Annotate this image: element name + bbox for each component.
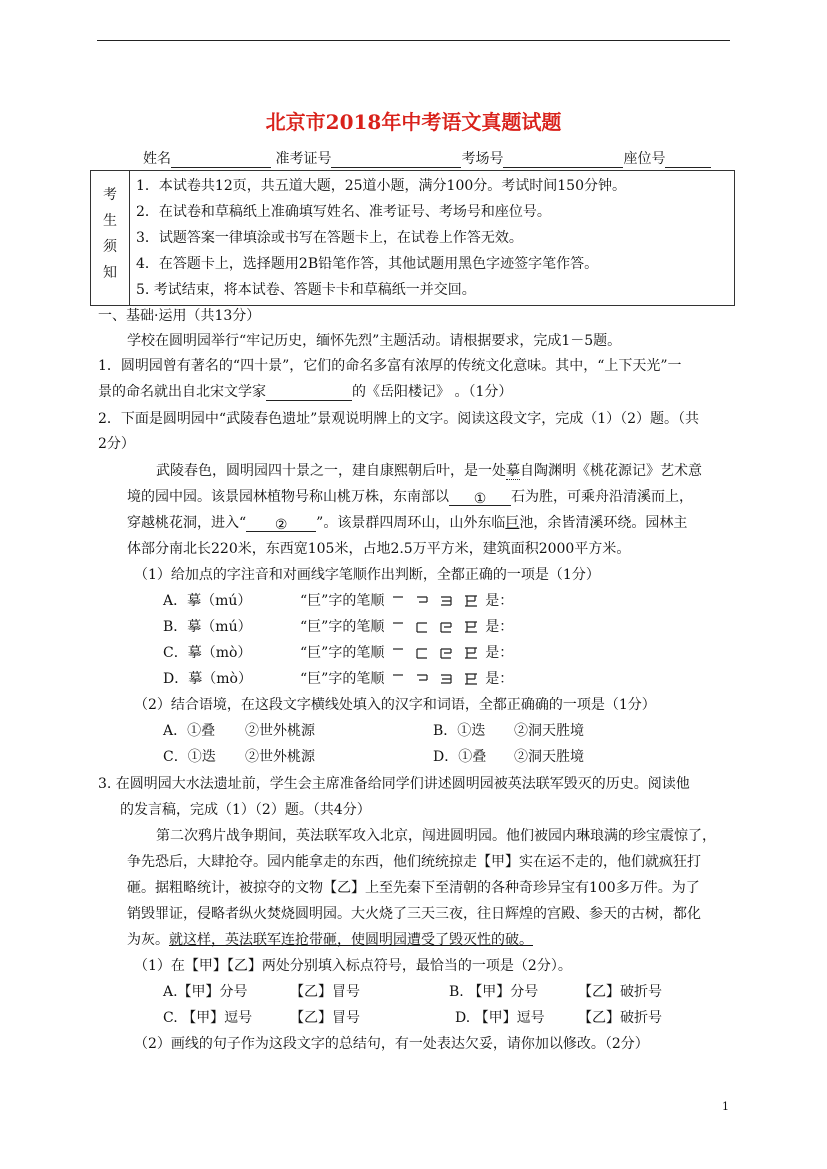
blank-1[interactable]: ① xyxy=(449,490,511,506)
option-c2-word: ②世外桃源 xyxy=(245,749,315,765)
option-c-stroke: “巨”字的笔顺 是： xyxy=(300,645,514,661)
q2-sub2: （2）结合语境，在这段文字横线处填入的汉字和词语，全都正确确的一项是（1分） xyxy=(134,697,656,713)
stroke-order-icon xyxy=(389,671,481,687)
option-c2[interactable]: C．①迭 xyxy=(163,749,216,765)
stroke-order-icon xyxy=(389,593,481,609)
q2-line2: 2分） xyxy=(98,436,135,452)
page-title: 北京市2018年中考语文真题试题 xyxy=(265,110,562,134)
q1-line1: 1．圆明园曾有著名的“四十景”，它们的命名多富有浓厚的传统文化意味。其中，“上下天光”一 xyxy=(98,358,682,374)
notice-item: 2．在试卷和草稿纸上准确填写姓名、准考证号、考场号和座位号。 xyxy=(136,204,551,220)
option-a2[interactable]: A．①叠 xyxy=(163,723,216,739)
notice-item: 3．试题答案一律填涂或书写在答题卡上，在试卷上作答无效。 xyxy=(136,230,523,246)
section-heading: 一、基础·运用（共13分） xyxy=(98,308,261,324)
name-blank[interactable] xyxy=(171,152,271,168)
q3-passage-line: 砸。据粗略统计，被掠夺的文物【乙】上至先秦下至清朝的各种奇珍异宝有100多万件。为了 xyxy=(127,880,700,896)
option-d2[interactable]: D．①叠 xyxy=(433,749,487,765)
q2-sub1: （1）给加点的字注音和对画线字笔顺作出判断，全都正确的一项是（1分） xyxy=(134,567,600,583)
q3-passage-line: 第二次鸦片战争期间，英法联军攻入北京，闯进圆明园。他们被园内琳琅满的珍宝震惊了， xyxy=(156,828,716,844)
q3-passage-line: 争先恐后，大肆抢夺。园内能拿走的东西，他们统统掠走【甲】实在运不走的，他们就疯狂打 xyxy=(127,854,701,870)
q3-option-a-2: 【乙】冒号 xyxy=(290,984,360,1000)
room-label: 考场号 xyxy=(461,151,504,167)
q2-line1: 2．下面是圆明园中“武陵春色遗址”景观说明牌上的文字。阅读这段文字，完成（1）（2）题。（共 xyxy=(98,411,700,427)
q1-line2: 景的命名就出自北宋文学家 的《岳阳楼记》 。（1分） xyxy=(98,384,513,400)
option-b2[interactable]: B．①迭 xyxy=(433,723,486,739)
q3-option-b[interactable]: B. 【甲】分号 xyxy=(449,984,539,1000)
q3-line1: 3. 在圆明园大水法遗址前，学生会主席准备给同学们讲述圆明园被英法联军毁灭的历史。阅读他 xyxy=(98,776,690,792)
exam-id-blank[interactable] xyxy=(331,152,461,168)
option-c[interactable]: C．摹（mò） xyxy=(163,645,252,661)
blank-2[interactable]: ② xyxy=(246,516,316,532)
option-b2-word: ②洞天胜境 xyxy=(514,723,584,739)
q3-option-d-2: 【乙】破折号 xyxy=(578,1010,662,1026)
q3-option-a[interactable]: A.【甲】分号 xyxy=(163,984,248,1000)
option-b[interactable]: B．摹（mú） xyxy=(163,619,252,635)
notice-item: 1．本试卷共12页，共五道大题，25道小题，满分100分。考试时间150分钟。 xyxy=(136,178,626,194)
notice-rules xyxy=(130,171,735,306)
notice-label: 考 生 须 知 xyxy=(91,171,130,306)
q3-line2: 的发言稿，完成（1）（2）题。（共4分） xyxy=(120,802,371,818)
q3-option-b-2: 【乙】破折号 xyxy=(578,984,662,1000)
underlined-sentence: 就这样，英法联军连抢带砸，使圆明园遭受了毁灭性的破。 xyxy=(169,932,533,948)
option-d2-word: ②洞天胜境 xyxy=(514,749,584,765)
q3-option-c-2: 【乙】冒号 xyxy=(290,1010,360,1026)
candidate-fields xyxy=(143,150,711,168)
section-intro: 学校在圆明园举行“牢记历史，缅怀先烈”主题活动。请根据要求，完成1－5题。 xyxy=(127,333,622,349)
option-d[interactable]: D．摹（mò） xyxy=(163,671,252,687)
dotted-char: 摹 xyxy=(506,463,520,479)
q3-passage-line: 销毁罪证，侵略者纵火焚烧圆明园。大火烧了三天三夜，往日辉煌的宫殿、参天的古树，都化 xyxy=(127,906,701,922)
q3-option-c[interactable]: C. 【甲】逗号 xyxy=(163,1010,253,1026)
q3-sub1: （1）在【甲】【乙】两处分别填入标点符号，最恰当的一项是（2分）。 xyxy=(134,958,572,974)
q3-option-d[interactable]: D. 【甲】逗号 xyxy=(455,1010,545,1026)
seat-blank[interactable] xyxy=(665,152,711,168)
option-a2-word: ②世外桃源 xyxy=(245,723,315,739)
exam-id-label: 准考证号 xyxy=(275,151,332,167)
seat-label: 座位号 xyxy=(623,151,666,167)
room-blank[interactable] xyxy=(503,152,623,168)
q2-passage-line: 穿越桃花洞，进入“ ② ”。该景群四周环山，山外东临巨池，余皆清溪环绕。园林主 xyxy=(127,515,688,533)
option-a[interactable]: A．摹（mú） xyxy=(163,593,252,609)
q2-passage-line: 体部分南北长220米，东西宽105米，占地2.5万平方米，建筑面积2000平方米。 xyxy=(127,541,631,557)
q3-passage-line: 为灰。就这样，英法联军连抢带砸，使圆明园遭受了毁灭性的破。 xyxy=(127,932,533,948)
underlined-char: 巨 xyxy=(505,515,520,531)
q3-sub2: （2）画线的句子作为这段文字的总结句，有一处表达欠妥，请你加以修改。（2分） xyxy=(134,1036,649,1052)
option-b-stroke: “巨”字的笔顺 是： xyxy=(300,619,514,635)
stroke-order-icon xyxy=(389,645,481,661)
name-label: 姓名 xyxy=(143,151,171,167)
notice-item: 5. 考试结束，将本试卷、答题卡卡和草稿纸一并交回。 xyxy=(136,282,476,298)
notice-table xyxy=(90,170,735,306)
q1-answer-blank[interactable] xyxy=(266,385,352,401)
stroke-order-icon xyxy=(389,619,481,635)
option-a-stroke: “巨”字的笔顺 是： xyxy=(300,593,514,609)
notice-item: 4．在答题卡上，选择题用2B铅笔作答，其他试题用黑色字迹签字笔作答。 xyxy=(136,256,599,272)
header-rule xyxy=(97,40,730,41)
q2-passage-line: 武陵春色，圆明园四十景之一，建自康熙朝后叶，是一处摹自陶渊明《桃花源记》艺术意 xyxy=(156,463,702,479)
q2-passage-line: 境的园中园。该景园林植物号称山桃万株，东南部以 ① 石为胜，可乘舟沿清溪而上， xyxy=(127,489,693,507)
option-d-stroke: “巨”字的笔顺 是： xyxy=(300,671,514,687)
page-number: 1 xyxy=(722,1100,729,1113)
